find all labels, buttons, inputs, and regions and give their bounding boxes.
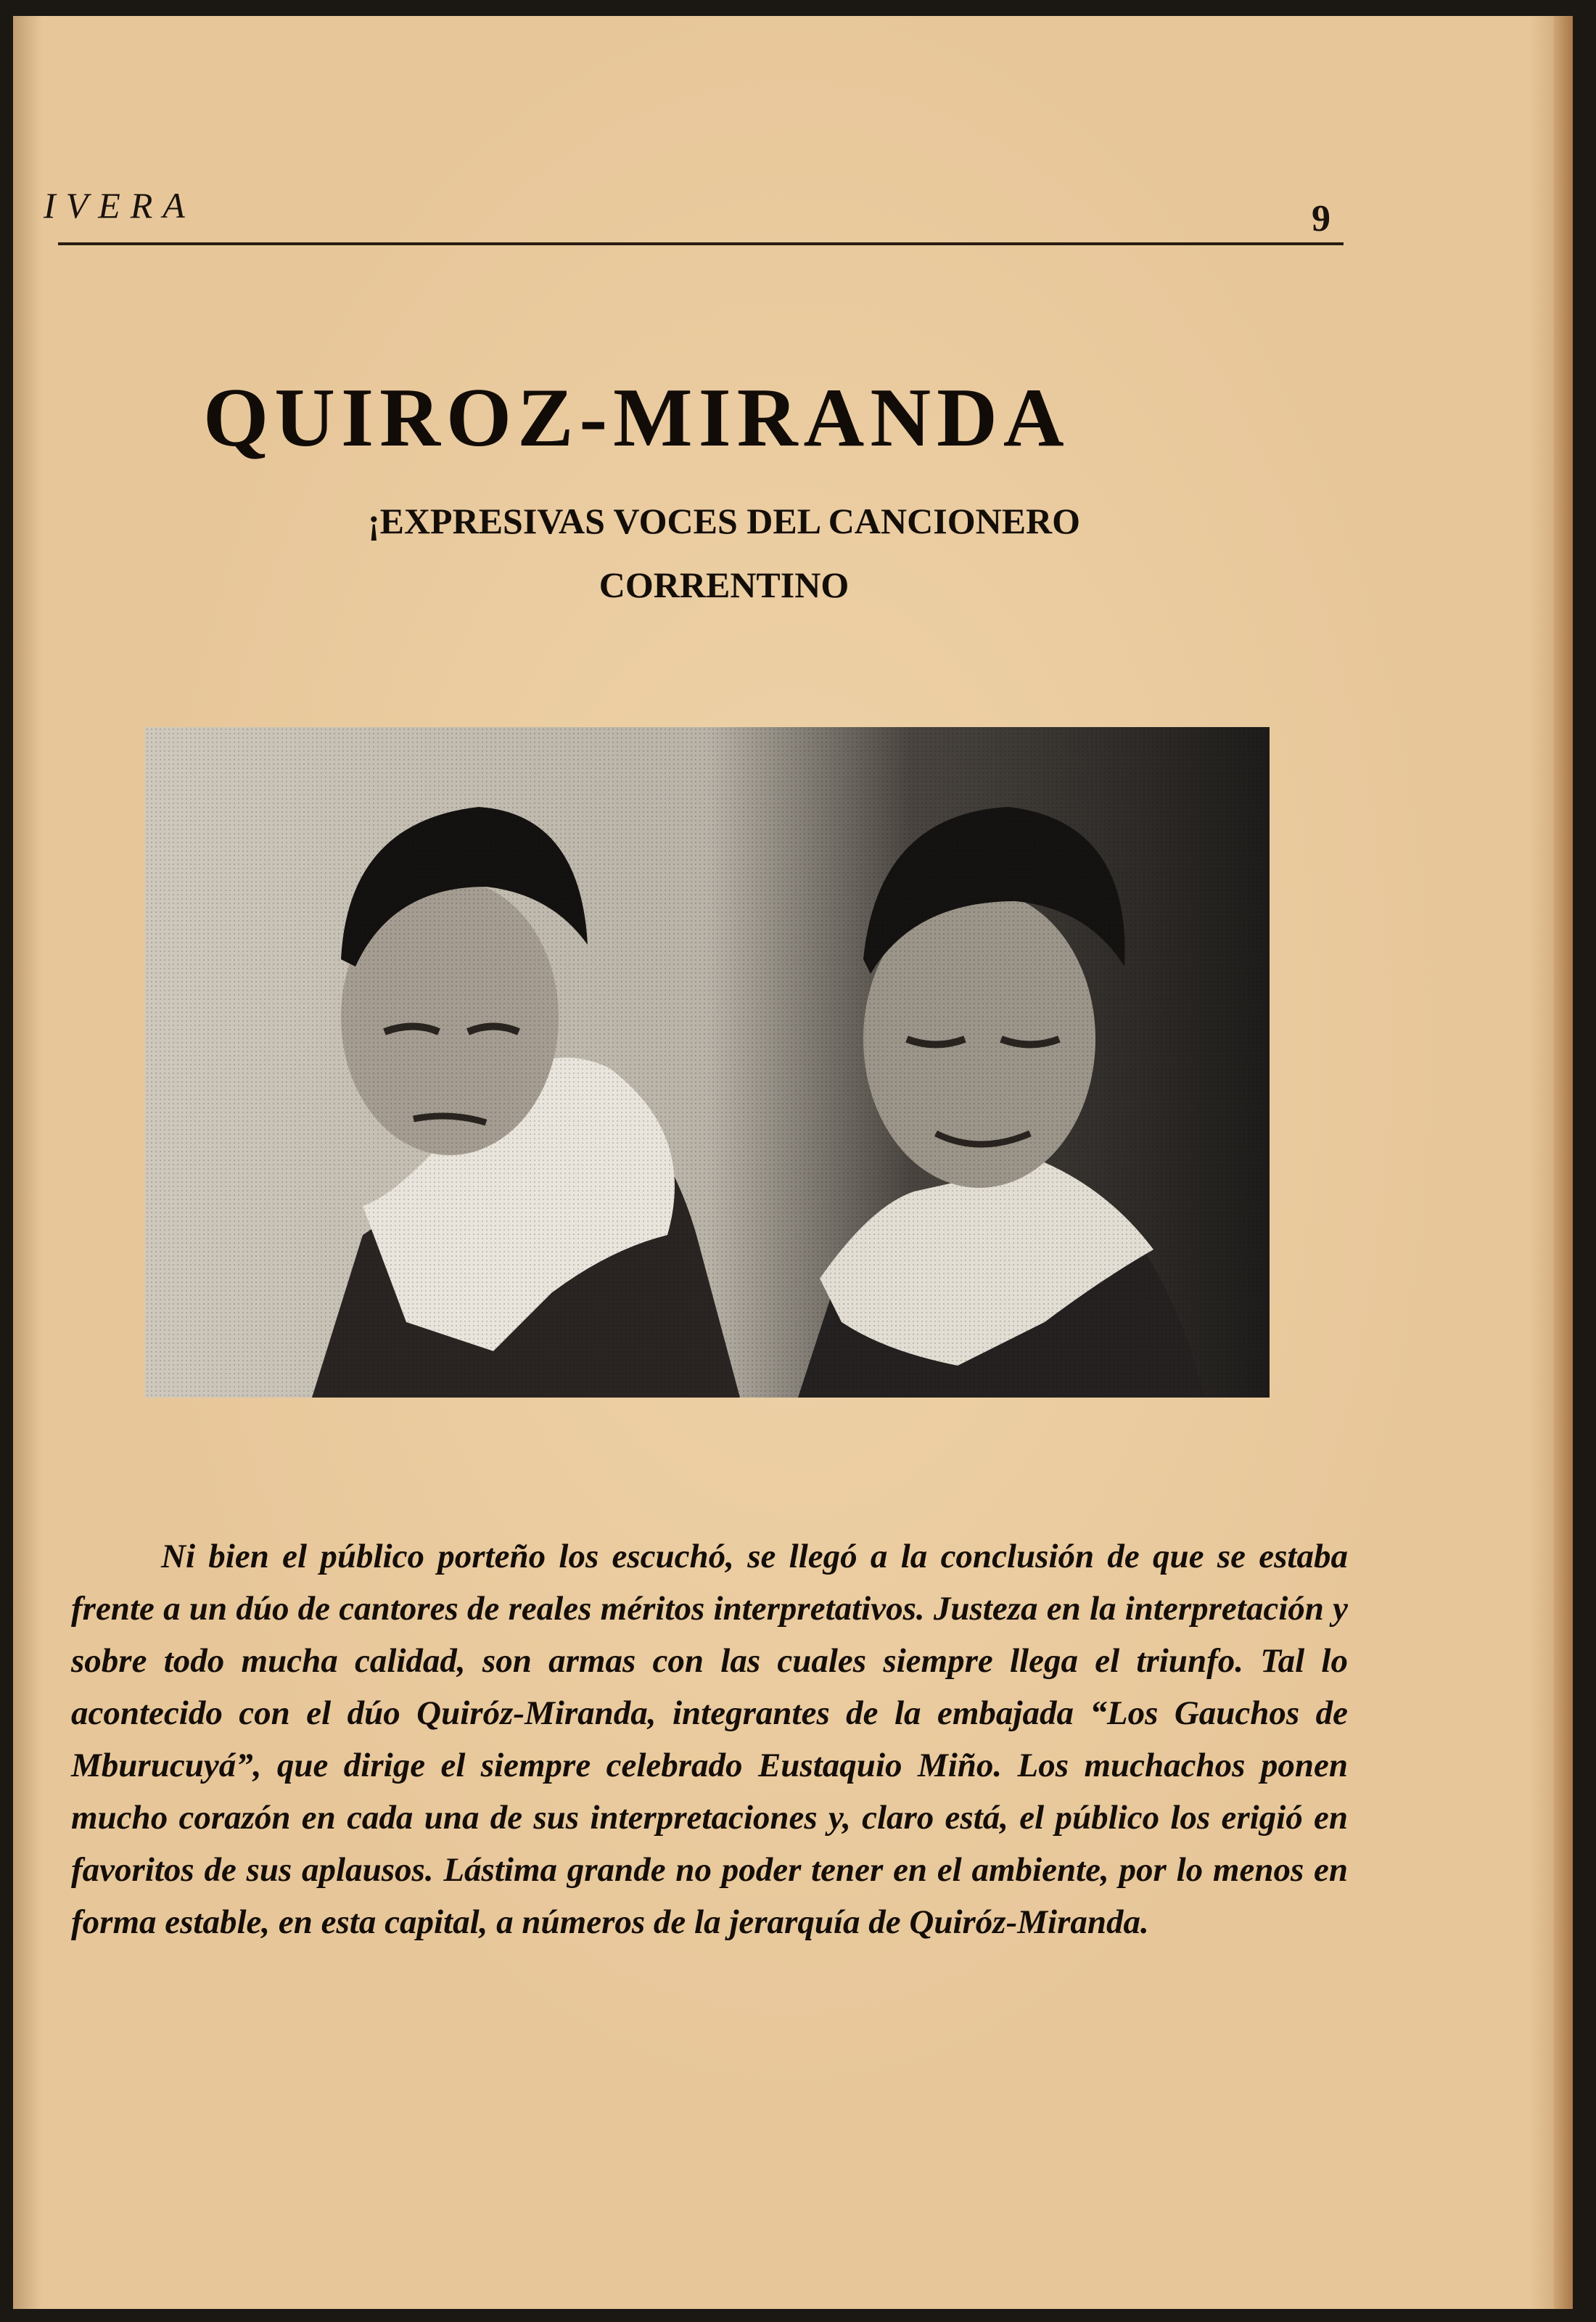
- running-head: IVERA: [44, 185, 195, 226]
- subtitle-line-1: ¡EXPRESIVAS VOCES DEL CANCIONERO: [367, 501, 1081, 541]
- header-rule: [58, 242, 1344, 245]
- page-number: 9: [1312, 198, 1330, 239]
- article-title: QUIROZ-MIRANDA: [203, 372, 1070, 464]
- article-subtitle: [252, 489, 1196, 617]
- show-through-texture: [100, 277, 1333, 364]
- duo-photograph: [145, 727, 1270, 1398]
- subtitle-line-2: CORRENTINO: [598, 565, 850, 605]
- article-body: Ni bien el público porteño los escuchó, se llegó a la conclusión de que se estaba frente a un dúo de cantores de reales méritos interpretativos. Justeza en la interpretación y sobre todo mucha calidad, son armas con las cuales siempre llega el triunfo. Tal lo acontecido con el dúo Quiróz-Miranda, integrantes de la embajada “Los Gauchos de Mburucuyá”, que dirige el siempre celebrado Eustaquio Miño. Los muchachos ponen mucho corazón en cada una de sus interpretaciones y, claro está, el público los erigió en favoritos de sus aplausos. Lástima grande no poder tener en el ambiente, por lo menos en forma estable, en esta capital, a números de la jerarquía de Quiróz-Miranda.: [71, 1538, 1348, 1941]
- page-edge: [1554, 16, 1573, 2309]
- photo-illustration: [145, 727, 1270, 1398]
- magazine-page: [13, 16, 1573, 2309]
